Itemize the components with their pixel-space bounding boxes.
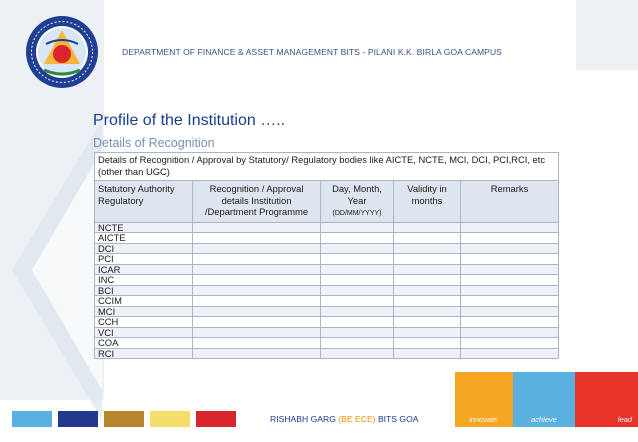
table-row (95, 317, 559, 328)
footer-author (270, 414, 419, 424)
table-cell (193, 348, 321, 359)
table-cell (461, 243, 559, 254)
column-header-date (321, 181, 394, 223)
table-row (95, 254, 559, 265)
table-cell (193, 285, 321, 296)
table-cell (394, 296, 461, 307)
page-title: Profile of the Institution ….. (93, 112, 286, 129)
table-cell (193, 233, 321, 244)
regulator-name: RCI (95, 348, 193, 359)
regulator-name: ICAR (95, 264, 193, 275)
table-cell (321, 275, 394, 286)
regulator-name: DCI (95, 243, 193, 254)
brand-innovate-panel (455, 372, 513, 427)
table-cell (394, 317, 461, 328)
column-header-remarks: Remarks (461, 181, 559, 223)
table-row (95, 296, 559, 307)
table-cell (321, 254, 394, 265)
table-cell (394, 222, 461, 233)
table-cell (394, 338, 461, 349)
table-row (95, 243, 559, 254)
table-cell (461, 327, 559, 338)
table-cell (394, 275, 461, 286)
date-header-label: Day, Month, Year (332, 183, 382, 206)
table-cell (193, 243, 321, 254)
brand-lead-panel (575, 372, 638, 427)
table-cell (321, 264, 394, 275)
brand-innovate: innovate (469, 415, 498, 424)
bits-logo-icon (24, 14, 100, 90)
table-row (95, 233, 559, 244)
table-cell (193, 338, 321, 349)
column-header-authority: Statutory Authority Regulatory (95, 181, 193, 223)
table-cell (461, 296, 559, 307)
brand-banner (455, 372, 638, 427)
table-cell (193, 254, 321, 265)
table-cell (461, 254, 559, 265)
table-cell (394, 306, 461, 317)
table-cell (193, 264, 321, 275)
top-right-panel (576, 0, 638, 70)
table-cell (461, 264, 559, 275)
table-cell (193, 317, 321, 328)
date-format-label: (DD/MM/YYYY) (332, 210, 382, 217)
table-cell (394, 254, 461, 265)
table-row (95, 338, 559, 349)
table-cell (394, 348, 461, 359)
table-row (95, 285, 559, 296)
table-cell (321, 317, 394, 328)
author-name: RISHABH GARG (270, 414, 336, 424)
table-cell (193, 222, 321, 233)
table-cell (461, 306, 559, 317)
section-subtitle: Details of Recognition (93, 136, 215, 150)
regulator-name: PCI (95, 254, 193, 265)
regulator-name: BCI (95, 285, 193, 296)
author-degree: (BE ECE) (338, 414, 376, 424)
table-row (95, 348, 559, 359)
table-cell (461, 233, 559, 244)
recognition-table (94, 152, 559, 359)
regulator-name: CCH (95, 317, 193, 328)
table-cell (461, 275, 559, 286)
table-cell (394, 327, 461, 338)
table-cell (394, 264, 461, 275)
table-cell (193, 327, 321, 338)
footer-color-box (12, 411, 52, 427)
table-row (95, 306, 559, 317)
table-header-row (95, 181, 559, 223)
decorative-chevron-inner (32, 150, 102, 390)
regulator-name: INC (95, 275, 193, 286)
table-cell (461, 222, 559, 233)
regulator-name: VCI (95, 327, 193, 338)
table-row (95, 275, 559, 286)
regulator-name: NCTE (95, 222, 193, 233)
table-body (95, 222, 559, 359)
table-cell (321, 296, 394, 307)
brand-lead: lead (617, 415, 632, 424)
regulator-name: CCIM (95, 296, 193, 307)
department-title: DEPARTMENT OF FINANCE & ASSET MANAGEMENT BITS - PILANI K.K. BIRLA GOA CAMPUS (122, 47, 502, 57)
brand-achieve: achieve (531, 415, 557, 424)
table-cell (321, 306, 394, 317)
table-cell (321, 243, 394, 254)
table-cell (193, 296, 321, 307)
brand-achieve-panel (513, 372, 575, 427)
table-row (95, 264, 559, 275)
table-cell (321, 285, 394, 296)
regulator-name: MCI (95, 306, 193, 317)
table-row (95, 222, 559, 233)
table-row (95, 327, 559, 338)
table-cell (321, 327, 394, 338)
table-cell (394, 233, 461, 244)
footer-color-box (58, 411, 98, 427)
author-institute: BITS GOA (377, 414, 419, 424)
regulator-name: COA (95, 338, 193, 349)
table-caption-row (95, 153, 559, 181)
footer-color-box (104, 411, 144, 427)
table-cell (461, 285, 559, 296)
table-cell (461, 317, 559, 328)
column-header-validity: Validity in months (394, 181, 461, 223)
table-cell (394, 285, 461, 296)
table-cell (461, 338, 559, 349)
regulator-name: AICTE (95, 233, 193, 244)
table-cell (193, 306, 321, 317)
table-cell (461, 348, 559, 359)
table-caption: Details of Recognition / Approval by Statutory/ Regulatory bodies like AICTE, NCTE, MCI, DCI, PCI,RCI, etc (other than UGC) (95, 153, 559, 181)
column-header-recognition: Recognition / Approval details Institution /Department Programme (193, 181, 321, 223)
table-cell (193, 275, 321, 286)
table-cell (321, 338, 394, 349)
footer-color-box (196, 411, 236, 427)
table-cell (394, 243, 461, 254)
table-cell (321, 233, 394, 244)
table-cell (321, 222, 394, 233)
table-cell (321, 348, 394, 359)
header-band (104, 0, 576, 70)
footer-color-box (150, 411, 190, 427)
